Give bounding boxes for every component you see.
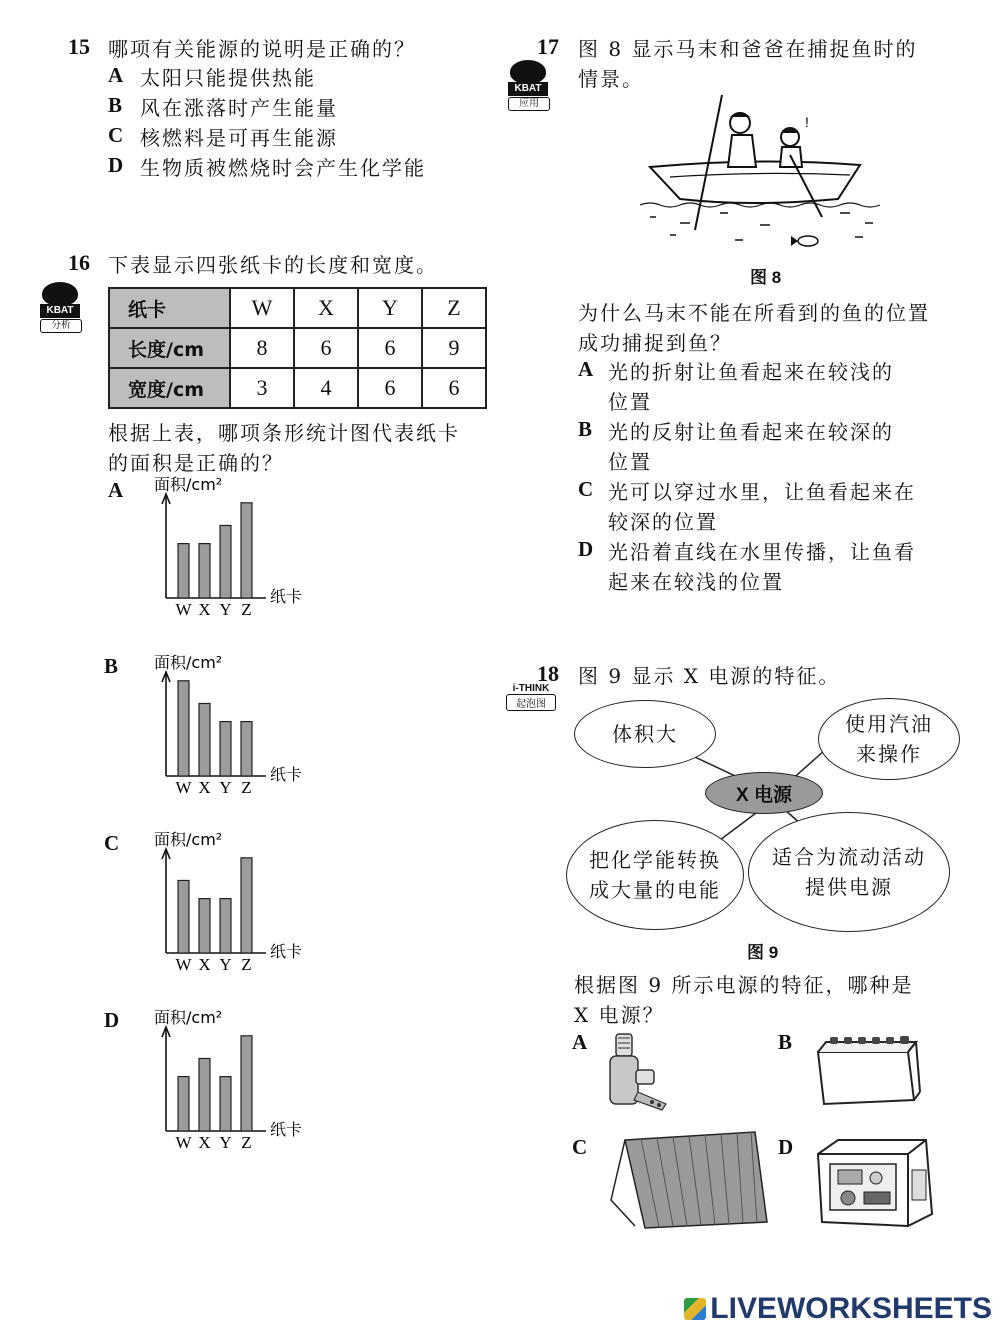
q15-option-c-text: 核燃料是可再生能源 <box>140 126 338 150</box>
figure-9-label: 图 9 <box>747 943 779 962</box>
generator-image <box>808 1130 943 1230</box>
bar-x <box>199 899 210 953</box>
table-row-label: 宽度/cm <box>109 368 230 408</box>
dynamo-image <box>600 1030 675 1115</box>
table-cell: 6 <box>358 368 422 408</box>
svg-text:!: ! <box>805 114 809 130</box>
x-tick-label: Z <box>241 955 252 974</box>
q18-option-a-letter: A <box>572 1030 588 1054</box>
q15-option-c-letter: C <box>108 123 124 147</box>
q15-option-b-letter: B <box>108 93 123 117</box>
q17-line2: 情景。 <box>578 67 644 91</box>
q17-option-d-letter: D <box>578 537 594 561</box>
q18-option-c-letter: C <box>572 1135 588 1159</box>
q18-line1: 图 9 显示 X 电源的特征。 <box>578 664 841 688</box>
bar-chart-d <box>130 1003 330 1163</box>
table-cell: 9 <box>422 328 486 368</box>
bar-w <box>178 681 189 776</box>
x-tick-label: W <box>175 955 192 974</box>
table-row <box>109 328 486 368</box>
x-tick-label: Z <box>241 600 252 619</box>
x-tick-label: X <box>198 600 211 619</box>
x-tick-label: Z <box>241 1133 252 1152</box>
y-axis-label: 面积/cm² <box>154 475 223 494</box>
x-tick-label: W <box>175 778 192 797</box>
fishing-boat-illustration <box>640 95 890 260</box>
bar-y <box>220 722 231 776</box>
x-axis-label: 纸卡 <box>270 587 303 606</box>
table-header-row <box>109 288 486 328</box>
q17-option-c-line2: 较深的位置 <box>608 510 718 534</box>
bar-w <box>178 1077 189 1131</box>
kbat-badge <box>508 60 548 109</box>
bubble-mobile-activity: 适合为流动活动 提供电源 <box>748 812 950 932</box>
q17-option-a-line1: 光的折射让鱼看起来在较浅的 <box>608 360 894 384</box>
bar-z <box>241 1036 252 1131</box>
x-tick-label: X <box>198 955 211 974</box>
q17-option-b-line2: 位置 <box>608 450 652 474</box>
table-header-cell: Y <box>358 288 422 328</box>
q16-number: 16 <box>68 250 90 275</box>
chart-option-a-letter: A <box>108 478 124 502</box>
x-tick-label: X <box>198 778 211 797</box>
x-axis-label: 纸卡 <box>270 942 303 961</box>
solar-panel-image <box>605 1130 775 1230</box>
figure-8-label: 图 8 <box>750 268 782 287</box>
kbat-badge <box>40 282 80 331</box>
bar-z <box>241 858 252 953</box>
chart-option-c-letter: C <box>104 831 120 855</box>
table-cell: 4 <box>294 368 358 408</box>
bar-y <box>220 525 231 598</box>
q15-number: 15 <box>68 34 90 59</box>
y-axis-label: 面积/cm² <box>154 1008 223 1027</box>
bar-z <box>241 722 252 776</box>
x-tick-label: Y <box>219 1133 232 1152</box>
y-axis-label: 面积/cm² <box>154 830 223 849</box>
badge-label: i-THINK <box>512 683 550 694</box>
q17-option-b-line1: 光的反射让鱼看起来在较深的 <box>608 420 894 444</box>
bar-w <box>178 544 189 598</box>
q17-option-b-letter: B <box>578 417 593 441</box>
q15-option-a-text: 太阳只能提供热能 <box>140 66 316 90</box>
liveworksheets-icon <box>684 1298 706 1320</box>
bar-chart-a <box>130 470 330 630</box>
q18-prompt-line2: X 电源？ <box>574 1003 665 1027</box>
ithink-badge <box>506 683 556 713</box>
q16-prompt-line2: 的面积是正确的？ <box>108 451 284 475</box>
q17-option-d-line1: 光沿着直线在水里传播，让鱼看 <box>608 540 916 564</box>
x-tick-label: Y <box>219 778 232 797</box>
table-cell: 3 <box>230 368 294 408</box>
q18-prompt-line1: 根据图 9 所示电源的特征，哪种是 <box>574 973 914 997</box>
bubble-chemical-energy: 把化学能转换 成大量的电能 <box>566 820 744 930</box>
y-axis-label: 面积/cm² <box>154 653 223 672</box>
bubble-petrol: 使用汽油 来操作 <box>818 698 960 780</box>
table-row-label: 长度/cm <box>109 328 230 368</box>
badge-label: KBAT <box>40 304 80 318</box>
bubble-center: X 电源 <box>705 772 823 814</box>
q18-option-b-letter: B <box>778 1030 793 1054</box>
q15-option-d-text: 生物质被燃烧时会产生化学能 <box>140 156 426 180</box>
bar-chart-c <box>130 825 330 985</box>
bubble-large-size: 体积大 <box>574 700 716 768</box>
q17-option-c-line1: 光可以穿过水里，让鱼看起来在 <box>608 480 916 504</box>
q18-option-d-letter: D <box>778 1135 794 1159</box>
table-cell: 6 <box>294 328 358 368</box>
chart-option-d-letter: D <box>104 1008 120 1032</box>
bar-x <box>199 703 210 776</box>
q15-option-a-letter: A <box>108 63 124 87</box>
table-header-cell: X <box>294 288 358 328</box>
bar-z <box>241 503 252 598</box>
q17-prompt-line1: 为什么马末不能在所看到的鱼的位置 <box>578 301 930 325</box>
car-battery-image <box>808 1030 923 1110</box>
q15-question: 哪项有关能源的说明是正确的？ <box>108 37 416 61</box>
q18-number: 18 <box>537 661 559 686</box>
q17-prompt-line2: 成功捕捉到鱼？ <box>578 331 732 355</box>
x-tick-label: Y <box>219 955 232 974</box>
x-axis-label: 纸卡 <box>270 765 303 784</box>
badge-label: KBAT <box>508 82 548 96</box>
q17-option-a-letter: A <box>578 357 594 381</box>
q15-option-d-letter: D <box>108 153 124 177</box>
bar-chart-b <box>130 648 330 808</box>
badge-sublabel: 应用 <box>508 97 550 111</box>
bar-y <box>220 899 231 953</box>
q15-option-b-text: 风在涨落时产生能量 <box>140 96 338 120</box>
x-tick-label: W <box>175 600 192 619</box>
x-axis-label: 纸卡 <box>270 1120 303 1139</box>
q16-question: 下表显示四张纸卡的长度和宽度。 <box>108 253 438 277</box>
badge-sublabel: 分析 <box>40 319 82 333</box>
table-row <box>109 368 486 408</box>
q17-number: 17 <box>537 34 559 59</box>
x-tick-label: W <box>175 1133 192 1152</box>
liveworksheets-logo: LIVEWORKSHEETS <box>684 1292 992 1326</box>
bar-x <box>199 544 210 598</box>
card-table <box>108 287 487 409</box>
bar-x <box>199 1058 210 1131</box>
table-header-cell: 纸卡 <box>109 288 230 328</box>
q17-option-c-letter: C <box>578 477 594 501</box>
bar-y <box>220 1077 231 1131</box>
table-header-cell: W <box>230 288 294 328</box>
bar-w <box>178 880 189 953</box>
q17-line1: 图 8 显示马末和爸爸在捕捉鱼时的 <box>578 37 918 61</box>
table-cell: 6 <box>422 368 486 408</box>
chart-option-b-letter: B <box>104 654 119 678</box>
table-header-cell: Z <box>422 288 486 328</box>
x-tick-label: X <box>198 1133 211 1152</box>
table-cell: 8 <box>230 328 294 368</box>
q17-option-d-line2: 起来在较浅的位置 <box>608 570 784 594</box>
q16-prompt-line1: 根据上表，哪项条形统计图代表纸卡 <box>108 421 460 445</box>
badge-sublabel: 起泡图 <box>506 694 556 711</box>
x-tick-label: Z <box>241 778 252 797</box>
table-cell: 6 <box>358 328 422 368</box>
x-tick-label: Y <box>219 600 232 619</box>
q17-option-a-line2: 位置 <box>608 390 652 414</box>
